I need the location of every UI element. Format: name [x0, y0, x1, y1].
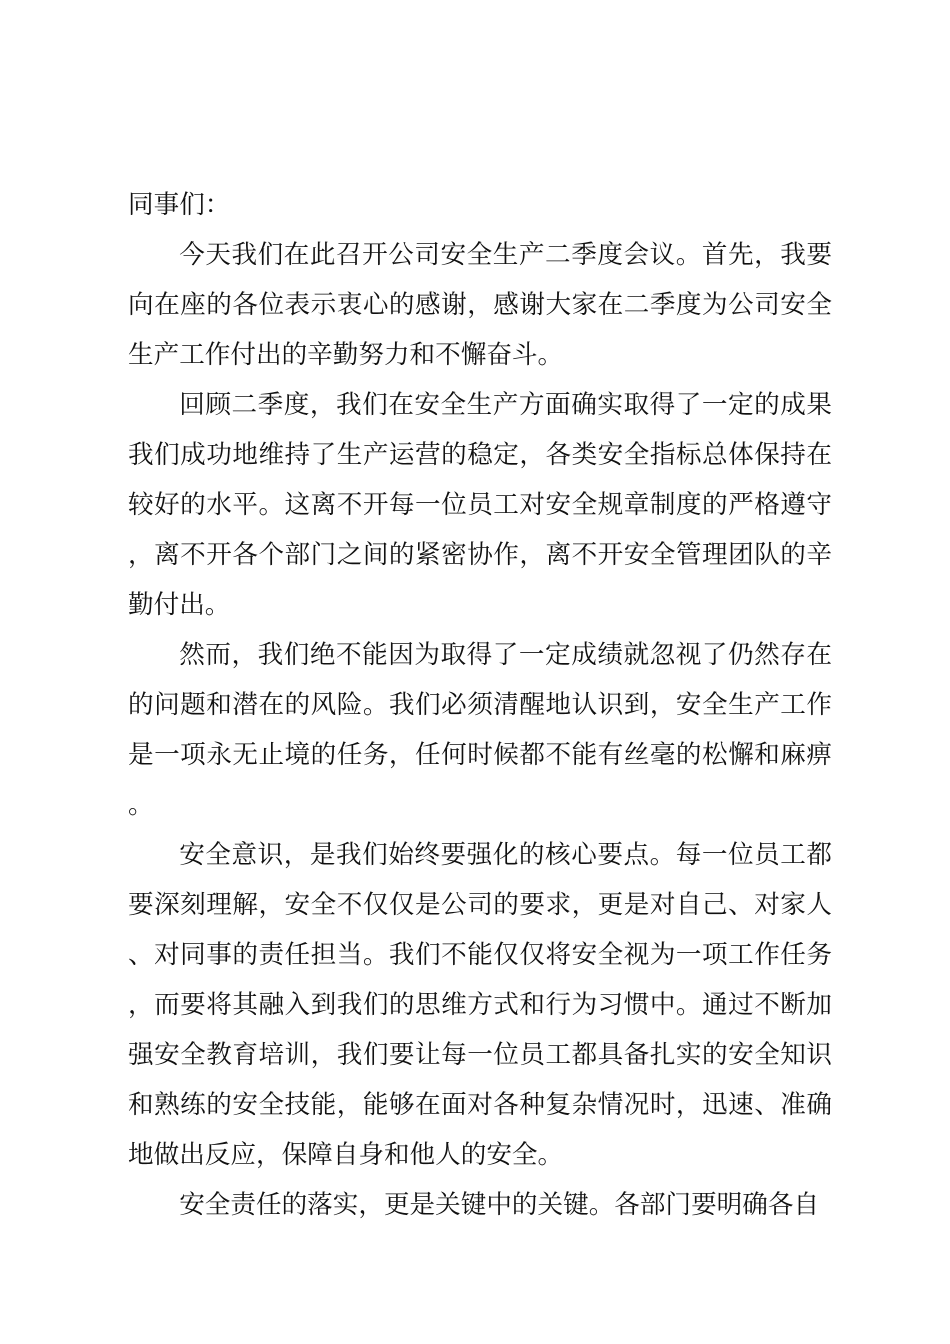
- paragraph-opening: 今天我们在此召开公司安全生产二季度会议。首先，我要向在座的各位表示衷心的感谢，感谢大家在二季度为公司安全生产工作付出的辛勤努力和不懈奋斗。: [128, 240, 832, 370]
- paragraph-review: 回顾二季度，我们在安全生产方面确实取得了一定的成果我们成功地维持了生产运营的稳定，各类安全指标总体保持在较好的水平。这离不开每一位员工对安全规章制度的严格遵守，离不开各个部门之间的紧密协作，离不开安全管理团队的辛勤付出。: [128, 390, 832, 620]
- salutation: 同事们：: [128, 190, 231, 220]
- paragraph-responsibility: 安全责任的落实，更是关键中的关键。各部门要明确各自: [179, 1190, 820, 1220]
- paragraph-risks: 然而，我们绝不能因为取得了一定成绩就忽视了仍然存在的问题和潜在的风险。我们必须清醒地认识到，安全生产工作是一项永无止境的任务，任何时候都不能有丝毫的松懈和麻痹。: [128, 640, 832, 820]
- paragraph-safety-awareness: 安全意识，是我们始终要强化的核心要点。每一位员工都要深刻理解，安全不仅仅是公司的要求，更是对自己、对家人、对同事的责任担当。我们不能仅仅将安全视为一项工作任务，而要将其融入到我们的思维方式和行为习惯中。通过不断加强安全教育培训，我们要让每一位员工都具备扎实的安全知识和熟练的安全技能，能够在面对各种复杂情况时，迅速、准确地做出反应，保障自身和他人的安全。: [128, 840, 832, 1170]
- document-body: [128, 180, 832, 1230]
